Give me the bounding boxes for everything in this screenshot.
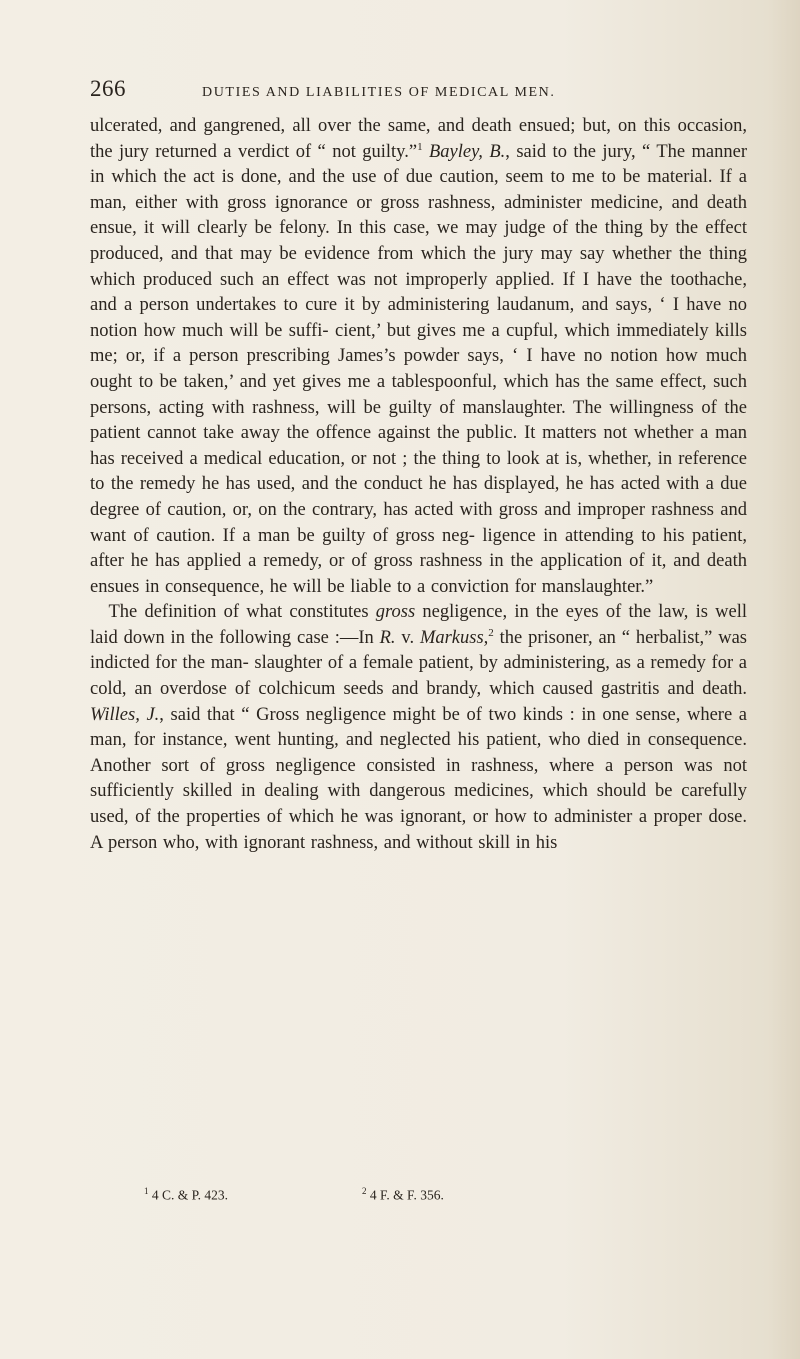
footnote-1 xyxy=(144,1186,228,1204)
running-head: DUTIES AND LIABILITIES OF MEDICAL MEN. xyxy=(202,85,556,100)
footnote-mark-2: 2 xyxy=(362,1186,367,1196)
page-header xyxy=(90,76,750,104)
text-run: the prisoner, an “ herbalist,” was indicted for the man- slaughter of a female patient, by administering, as a remedy for a cold, an overdose of colchicum seeds and brandy, which caused gastritis and death. xyxy=(90,627,747,700)
case-name-markuss: Markuss, xyxy=(419,627,489,648)
text-run: v. xyxy=(395,627,420,648)
footnote-ref-1: 1 xyxy=(417,140,423,153)
text-run: ulcerated, and gangrened, all over the same, and death ensued; but, on this occasion, the jury returned a verdict of “ not guilty.” xyxy=(90,116,747,162)
footnote-2 xyxy=(362,1186,444,1204)
page-number: 266 xyxy=(90,76,126,101)
text-run: , said that “ Gross negligence might be of two kinds : in one sense, where a man, for instance, went hunting, and neglected his patient, who died in consequence. Another sort of gross negligence consisted in rashness, where a person was not sufficiently skilled in dealing with dangerous medicines, which should be carefully used, of the properties of which he was ignorant, or how to administer a proper dose. A person who, with ignorant rashness, and without skill in his xyxy=(90,704,747,853)
footnote-ref-2: 2 xyxy=(488,626,494,639)
footnote-text-2: 4 F. & F. 356. xyxy=(366,1187,444,1203)
text-run: The definition of what constitutes xyxy=(108,602,376,623)
case-name-bayley: Bayley, B. xyxy=(429,141,506,162)
text-run: , said to the jury, “ The manner in which the act is done, and the use of due caution, seem to me to be material. If a man, either with gross ignorance or gross rashness, administer medicine, and death ensue, it will clearly be felony. In this case, we may judge of the thing by the effect produced, and that may be evidence from which the jury may say whether the thing which produced such an effect was not improperly applied. If I have the toothache, and a person undertakes to cure it by administering laudanum, and says, ‘ I have no notion how much will be suffi- cient,’ but gives me a cupful, which immediately kills me; or, if a person prescribing James’s powder says, ‘ I have no notion how much ought to be taken,’ and yet gives me a tablespoonful, which has the same effect, such persons, acting with rashness, will be guilty of manslaughter. The willingness of the patient cannot take away the offence against the public. It matters not whether a man has received a medical education, or not ; the thing to look at is, whether, in reference to the remedy he has used, and the conduct he has displayed, he has acted with a due degree of caution, or, on the contrary, has acted with gross and improper rashness and want of caution. If a man be guilty of gross neg- ligence in attending to his patient, after he has applied a remedy, or of gross rashness in the application of it, and death ensues in consequence, he will be liable to a conviction for manslaughter.” xyxy=(90,141,747,597)
paragraph-1 xyxy=(90,116,747,597)
footnote-text-1: 4 C. & P. 423. xyxy=(148,1187,229,1203)
judge-name-willes: Willes, J. xyxy=(90,704,160,725)
footnote-mark-1: 1 xyxy=(144,1186,149,1196)
emphasis-gross: gross xyxy=(375,602,416,623)
case-name-r: R. xyxy=(379,627,396,648)
paragraph-2 xyxy=(90,602,747,852)
body-text xyxy=(90,114,747,856)
text-run: negligence, in the eyes of the law, is well laid down in the following case :—In xyxy=(90,602,747,648)
